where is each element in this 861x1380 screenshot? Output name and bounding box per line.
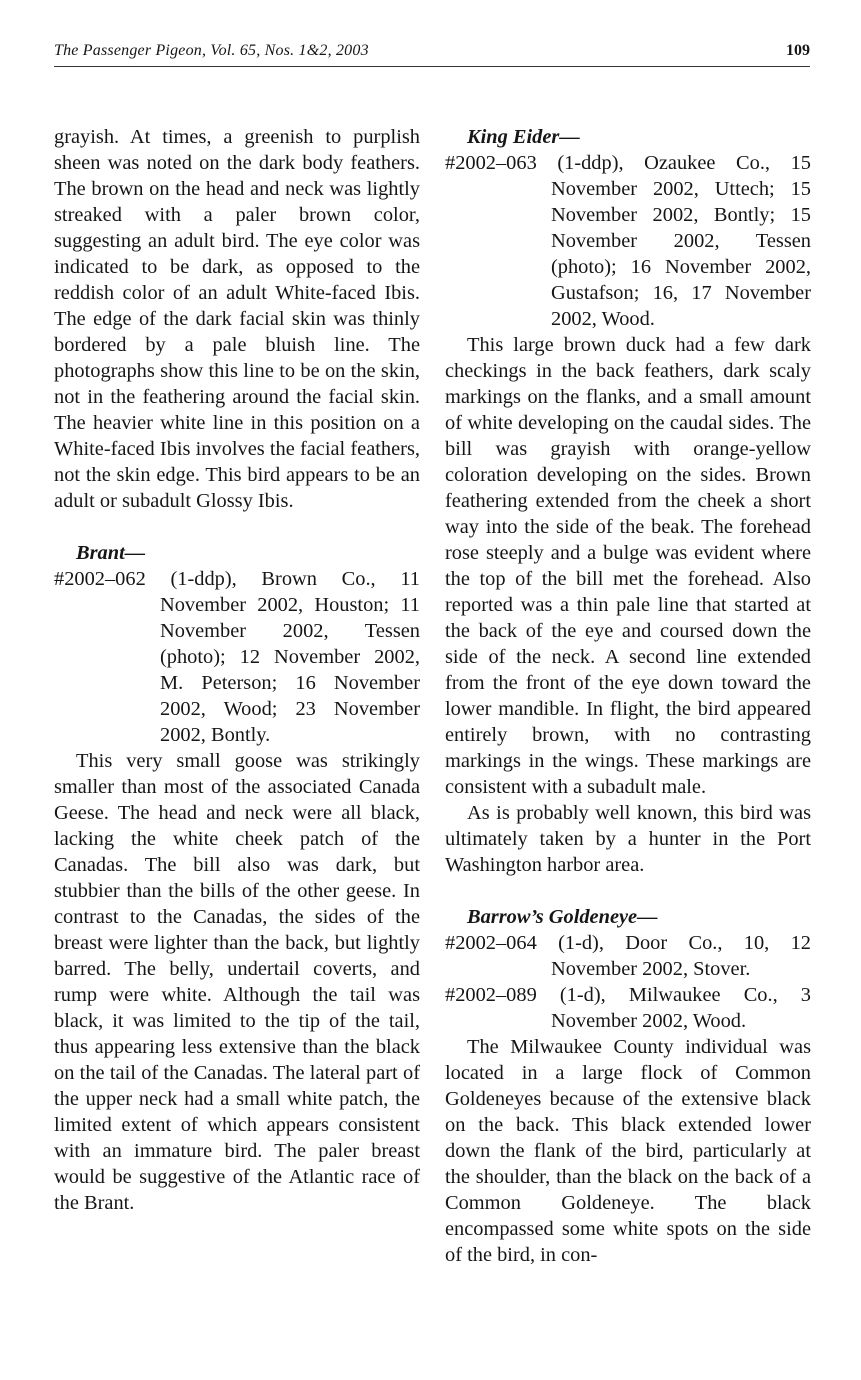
section-gap <box>54 514 420 540</box>
right-column <box>445 124 811 1268</box>
brant-record: #2002–062 (1-ddp), Brown Co., 11 November 2002, Houston; 11 November 2002, Tessen (photo); 12 November 2002, M. Peterson; 16 November 2002, Wood; 23 November 2002, Bontly. <box>54 568 420 746</box>
barrows-goldeneye-record: #2002–064 (1-d), Door Co., 10, 12 November 2002, Stover. <box>445 932 811 980</box>
brant-heading: Brant— <box>76 542 146 564</box>
barrows-goldeneye-record: #2002–089 (1-d), Milwaukee Co., 3 November 2002, Wood. <box>445 984 811 1032</box>
king-eider-paragraph: This large brown duck had a few dark checkings in the back feathers, dark scaly markings on the flanks, and a small amount of white developing on the caudal sides. The bill was grayish with orange-yellow coloration developing on the sides. Brown feathering extended from the cheek a short way into the side of the beak. The forehead rose steeply and a bulge was evident where the top of the bill met the forehead. Also reported was a thin pale line that started at the back of the eye and coursed down the side of the neck. A second line extended from the front of the eye down toward the lower mandible. In flight, the bird appeared entirely brown, with no contrasting markings in the wings. These markings are consistent with a subadult male. <box>445 334 811 798</box>
brant-paragraph: This very small goose was strikingly smaller than most of the associated Canada Geese. The head and neck were all black, lacking the white cheek patch of the Canadas. The bill also was dark, but stubbier than the bills of the other geese. In contrast to the Canadas, the sides of the breast were lighter than the back, but lightly barred. The belly, undertail coverts, and rump were white. Although the tail was black, it was limited to the tip of the tail, thus appearing less extensive than the black on the tail of the Canadas. The lateral part of the upper neck had a small white patch, the limited extent of which appears consistent with an immature bird. The paler breast would be suggestive of the Atlantic race of the Brant. <box>54 750 420 1214</box>
page-number: 109 <box>786 42 810 59</box>
section-gap <box>445 878 811 904</box>
king-eider-paragraph-2: As is probably well known, this bird was ultimately taken by a hunter in the Port Washington harbor area. <box>445 802 811 876</box>
barrows-goldeneye-paragraph: The Milwaukee County individual was located in a large flock of Common Goldeneyes because of the extensive black on the back. This black extended lower down the flank of the bird, particularly at the shoulder, than the black on the back of a Common Goldeneye. The black encompassed some white spots on the side of the bird, in con- <box>445 1036 811 1266</box>
journal-citation: The Passenger Pigeon, Vol. 65, Nos. 1&2, 2003 <box>54 42 369 59</box>
king-eider-heading: King Eider— <box>467 126 580 148</box>
barrows-goldeneye-records <box>445 930 811 1034</box>
running-header <box>54 42 810 67</box>
king-eider-record: #2002–063 (1-ddp), Ozaukee Co., 15 November 2002, Uttech; 15 November 2002, Bontly; 15 November 2002, Tessen (photo); 16 November 2002, Gustafson; 16, 17 November 2002, Wood. <box>445 152 811 330</box>
barrows-goldeneye-heading: Barrow’s Goldeneye— <box>467 906 658 928</box>
glossy-ibis-continuation-paragraph: grayish. At times, a greenish to purplish sheen was noted on the dark body feathers. The brown on the head and neck was lightly streaked with a paler brown color, suggesting an adult bird. The eye color was indicated to be dark, as opposed to the reddish color of an adult White-faced Ibis. The edge of the dark facial skin was thinly bordered by a pale bluish line. The photographs show this line to be on the skin, not in the feathering around the facial skin. The heavier white line in this position on a White-faced Ibis involves the facial feathers, not the skin edge. This bird appears to be an adult or subadult Glossy Ibis. <box>54 126 420 512</box>
left-column <box>54 124 420 1216</box>
